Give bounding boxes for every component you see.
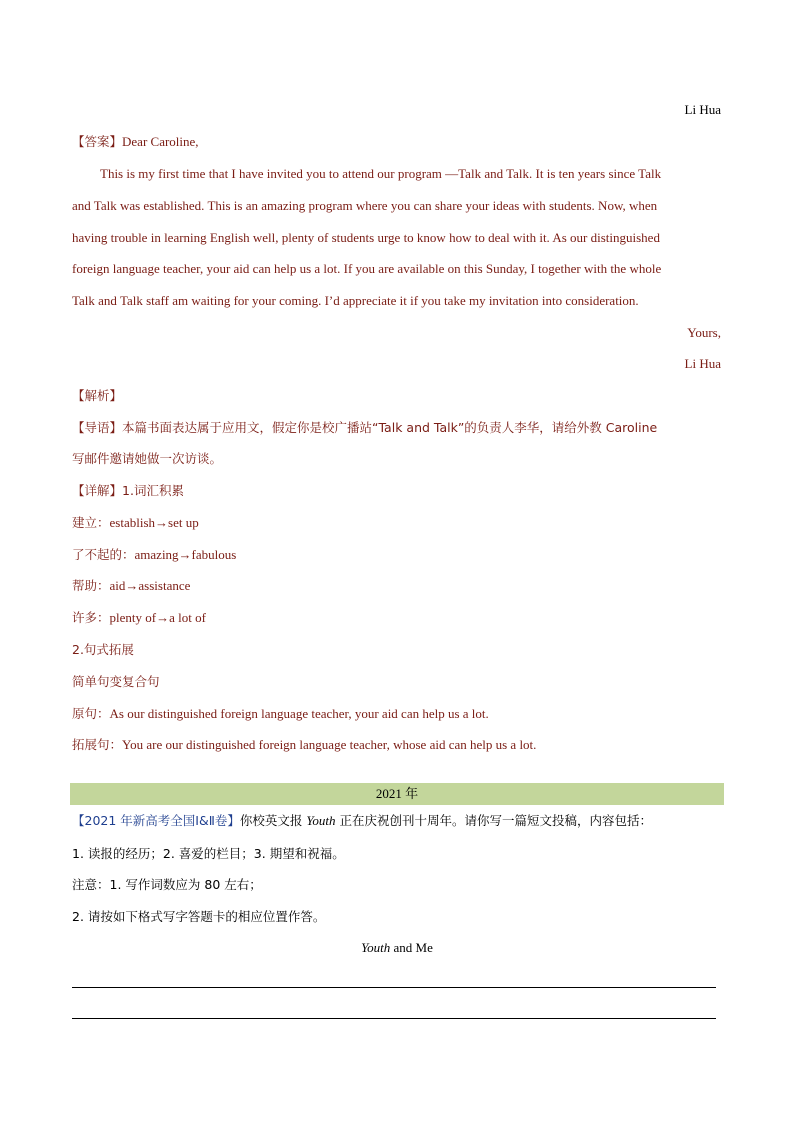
sentence-subtitle: 简单句变复合句 <box>72 674 160 689</box>
vocab-en: aid→assistance <box>109 578 191 593</box>
essay-title-rest: and Me <box>390 940 433 955</box>
vocab-item <box>72 609 206 627</box>
detail-tag: 【详解】 <box>72 483 123 498</box>
analysis-heading: 【解析】 <box>72 388 123 403</box>
guide-text-cont: 写邮件邀请她做一次访谈。 <box>72 451 223 466</box>
expanded-text: You are our distinguished foreign language teacher, whose aid can help us a lot. <box>122 737 537 752</box>
vocab-item <box>72 577 190 595</box>
detail-title: 1.词汇积累 <box>122 483 184 498</box>
question-text-b: 正在庆祝创刊十周年。请你写一篇短文投稿，内容包括： <box>335 813 652 828</box>
expanded-label: 拓展句： <box>72 737 123 752</box>
guide-text: 本篇书面表达属于应用文，假定你是校广播站“Talk and Talk”的负责人李华，请给外教 Caroline <box>122 420 658 435</box>
answer-line <box>72 133 199 151</box>
year-banner <box>70 783 724 805</box>
vocab-cn: 了不起的： <box>72 547 135 562</box>
letter-body-line: Talk and Talk staff am waiting for your coming. I’d appreciate it if you take my invitation into consideration. <box>72 293 639 308</box>
letter-body-line: foreign language teacher, your aid can help us a lot. If you are available on this Sunday, I together with the whole <box>72 261 662 276</box>
letter-body-line: This is my first time that I have invited you to attend our program —Talk and Talk. It is ten years since Talk <box>100 166 662 181</box>
guide-tag: 【导语】 <box>72 420 123 435</box>
question-text-a: 你校英文报 <box>239 813 307 828</box>
vocab-cn: 许多： <box>72 610 110 625</box>
essay-title-italic: Youth <box>361 940 391 955</box>
answer-line-1 <box>72 987 716 988</box>
vocab-item <box>72 546 236 564</box>
detail-line <box>72 482 184 500</box>
question-line <box>72 812 652 830</box>
question-items: 1. 读报的经历；2. 喜爱的栏目；3. 期望和祝福。 <box>72 846 345 861</box>
letter-closing: Yours, <box>687 325 721 340</box>
original-label: 原句： <box>72 706 110 721</box>
answer-tag: 【答案】 <box>72 134 123 149</box>
year-banner-text: 2021 年 <box>375 786 419 801</box>
vocab-item <box>72 514 199 532</box>
letter-body-line: having trouble in learning English well, plenty of students urge to know how to deal with it. As our distinguished <box>72 230 660 245</box>
note-line-1: 注意：1. 写作词数应为 80 左右； <box>72 877 262 892</box>
original-sentence <box>72 705 489 723</box>
vocab-en: plenty of→a lot of <box>109 610 206 625</box>
letter-body-line: and Talk was established. This is an amazing program where you can share your ideas with students. Now, when <box>72 198 658 213</box>
guide-line <box>72 419 657 437</box>
vocab-cn: 建立： <box>72 515 110 530</box>
question-tag: 【2021 年新高考全国Ⅰ&Ⅱ卷】 <box>72 813 240 828</box>
vocab-cn: 帮助： <box>72 578 110 593</box>
vocab-en: establish→set up <box>109 515 199 530</box>
sentence-title: 2.句式拓展 <box>72 642 134 657</box>
journal-name: Youth <box>306 813 336 828</box>
expanded-sentence <box>72 736 536 754</box>
vocab-en: amazing→fabulous <box>134 547 237 562</box>
essay-title <box>0 939 794 957</box>
top-signature: Li Hua <box>684 102 721 117</box>
original-text: As our distinguished foreign language teacher, your aid can help us a lot. <box>109 706 489 721</box>
letter-signature: Li Hua <box>684 356 721 371</box>
answer-line-2 <box>72 1018 716 1019</box>
note-line-2: 2. 请按如下格式写字答题卡的相应位置作答。 <box>72 909 326 924</box>
letter-greeting: Dear Caroline, <box>122 134 199 149</box>
